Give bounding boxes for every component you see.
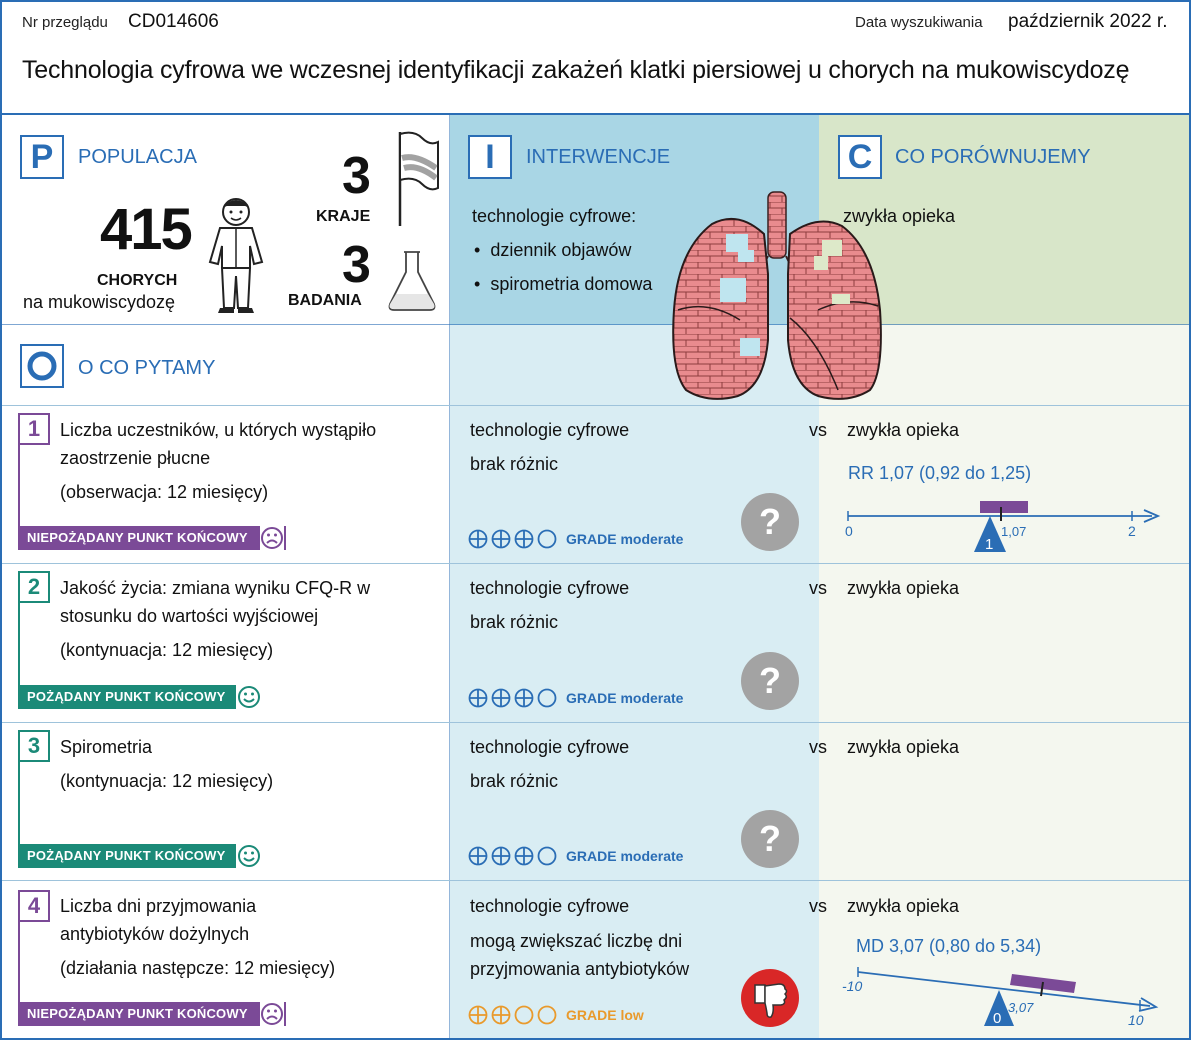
intervention-intro: technologie cyfrowe: — [472, 206, 637, 226]
outcome-4-result-line2: przyjmowania antybiotyków — [470, 959, 690, 979]
outcome-3-grade: GRADE moderate — [468, 846, 683, 866]
outcome-2-intervention: technologie cyfrowe — [470, 578, 630, 598]
outcome-1-intervention: technologie cyfrowe — [470, 420, 630, 440]
outcome-4-vs: vs — [809, 896, 827, 916]
patients-count: 415 — [100, 197, 191, 262]
outcome-1-followup: (obserwacja: 12 miesięcy) — [60, 482, 269, 502]
review-id-label: Nr przeglądu — [22, 14, 108, 31]
outcome-1-vs: vs — [809, 420, 827, 440]
outcome-1-comparator: zwykła opieka — [847, 420, 960, 440]
outcome-3-uncertain-icon: ? — [741, 810, 799, 868]
outcome-2-title-line1: Jakość życia: zmiana wyniku CFQ-R w — [60, 578, 371, 598]
patients-sublabel: na mukowiscydozę — [23, 292, 176, 312]
axis-max-label: 2 — [1128, 523, 1136, 539]
studies-label: BADANIA — [288, 292, 362, 309]
search-date: październik 2022 r. — [1008, 11, 1168, 32]
patients-label: CHORYCH — [97, 272, 178, 289]
outcome-4-title-line1: Liczba dni przyjmowania — [60, 896, 257, 916]
intervention-item-2: • spirometria domowa — [474, 274, 653, 294]
population-label: POPULACJA — [78, 146, 197, 168]
bullet-icon: • — [474, 240, 491, 260]
null-value-label: 0 — [993, 1010, 1002, 1027]
outcome-4-intervention: technologie cyfrowe — [470, 896, 630, 916]
outcome-3-result: brak różnic — [470, 771, 559, 791]
intervention-letter: I — [468, 135, 512, 179]
point-estimate-label: 3,07 — [1008, 1000, 1034, 1015]
axis-min-label: 0 — [845, 523, 853, 539]
outcome-1-result: brak różnic — [470, 454, 559, 474]
axis-max-label: 10 — [1128, 1012, 1144, 1028]
outcome-1-effect: RR 1,07 (0,92 do 1,25) — [848, 463, 1032, 483]
outcome-3-comparator: zwykła opieka — [847, 737, 960, 757]
outcome-4-grade: GRADE low — [468, 1005, 644, 1025]
outcome-3-intervention: technologie cyfrowe — [470, 737, 630, 757]
outcome-2-title-line2: stosunku do wartości wyjściowej — [60, 606, 319, 626]
outcome-3-vs: vs — [809, 737, 827, 757]
outcome-2-uncertain-icon: ? — [741, 652, 799, 710]
outcome-2-endpoint: POŻĄDANY PUNKT KOŃCOWY — [18, 685, 261, 709]
outcome-3-endpoint: POŻĄDANY PUNKT KOŃCOWY — [18, 844, 261, 868]
axis-min-label: -10 — [842, 978, 863, 994]
comparison-letter: C — [838, 135, 882, 179]
outcome-3-followup: (kontynuacja: 12 miesięcy) — [60, 771, 274, 791]
point-estimate-label: 1,07 — [1001, 524, 1027, 539]
bullet-icon: • — [474, 274, 491, 294]
comparison-label: CO PORÓWNUJEMY — [895, 146, 1091, 168]
outcome-1-number: 1 — [18, 413, 50, 445]
intervention-item-1: • dziennik objawów — [474, 240, 632, 260]
outcome-2-grade: GRADE moderate — [468, 688, 683, 708]
review-id: CD014606 — [128, 11, 219, 32]
countries-label: KRAJE — [316, 208, 371, 225]
outcome-2-result: brak różnic — [470, 612, 559, 632]
population-letter: P — [20, 135, 64, 179]
outcome-1-grade: GRADE moderate — [468, 529, 683, 549]
countries-count: 3 — [342, 147, 369, 205]
outcome-4-result-line1: mogą zwiększać liczbę dni — [470, 931, 683, 951]
outcome-3-number: 3 — [18, 730, 50, 762]
outcome-1-endpoint: NIEPOŻĄDANY PUNKT KOŃCOWY — [18, 526, 286, 550]
outcome-1-title-line1: Liczba uczestników, u których wystąpiło — [60, 420, 377, 440]
outcome-3-title-line1: Spirometria — [60, 737, 153, 757]
outcome-4-title-line2: antybiotyków dożylnych — [60, 924, 250, 944]
null-value-label: 1 — [985, 536, 994, 553]
outcome-4-number: 4 — [18, 890, 50, 922]
studies-count: 3 — [342, 236, 369, 294]
search-date-label: Data wyszukiwania — [855, 14, 983, 31]
outcome-2-followup: (kontynuacja: 12 miesięcy) — [60, 640, 274, 660]
outcome-4-endpoint: NIEPOŻĄDANY PUNKT KOŃCOWY — [18, 1002, 286, 1026]
outcome-2-comparator: zwykła opieka — [847, 578, 960, 598]
outcome-2-vs: vs — [809, 578, 827, 598]
page-title: Technologia cyfrowa we wczesnej identyfikacji zakażeń klatki piersiowej u chorych na mukowiscydozę — [22, 56, 1130, 84]
comparison-text: zwykła opieka — [843, 206, 956, 226]
outcome-4-followup: (działania następcze: 12 miesięcy) — [60, 958, 336, 978]
outcome-2-number: 2 — [18, 571, 50, 603]
outcome-1-uncertain-icon: ? — [741, 493, 799, 551]
intervention-label: INTERWENCJE — [526, 146, 671, 168]
outcome-1-title-line2: zaostrzenie płucne — [60, 448, 211, 468]
outcome-4-effect: MD 3,07 (0,80 do 5,34) — [856, 936, 1042, 956]
outcomes-label: O CO PYTAMY — [78, 357, 216, 379]
outcome-4-comparator: zwykła opieka — [847, 896, 960, 916]
